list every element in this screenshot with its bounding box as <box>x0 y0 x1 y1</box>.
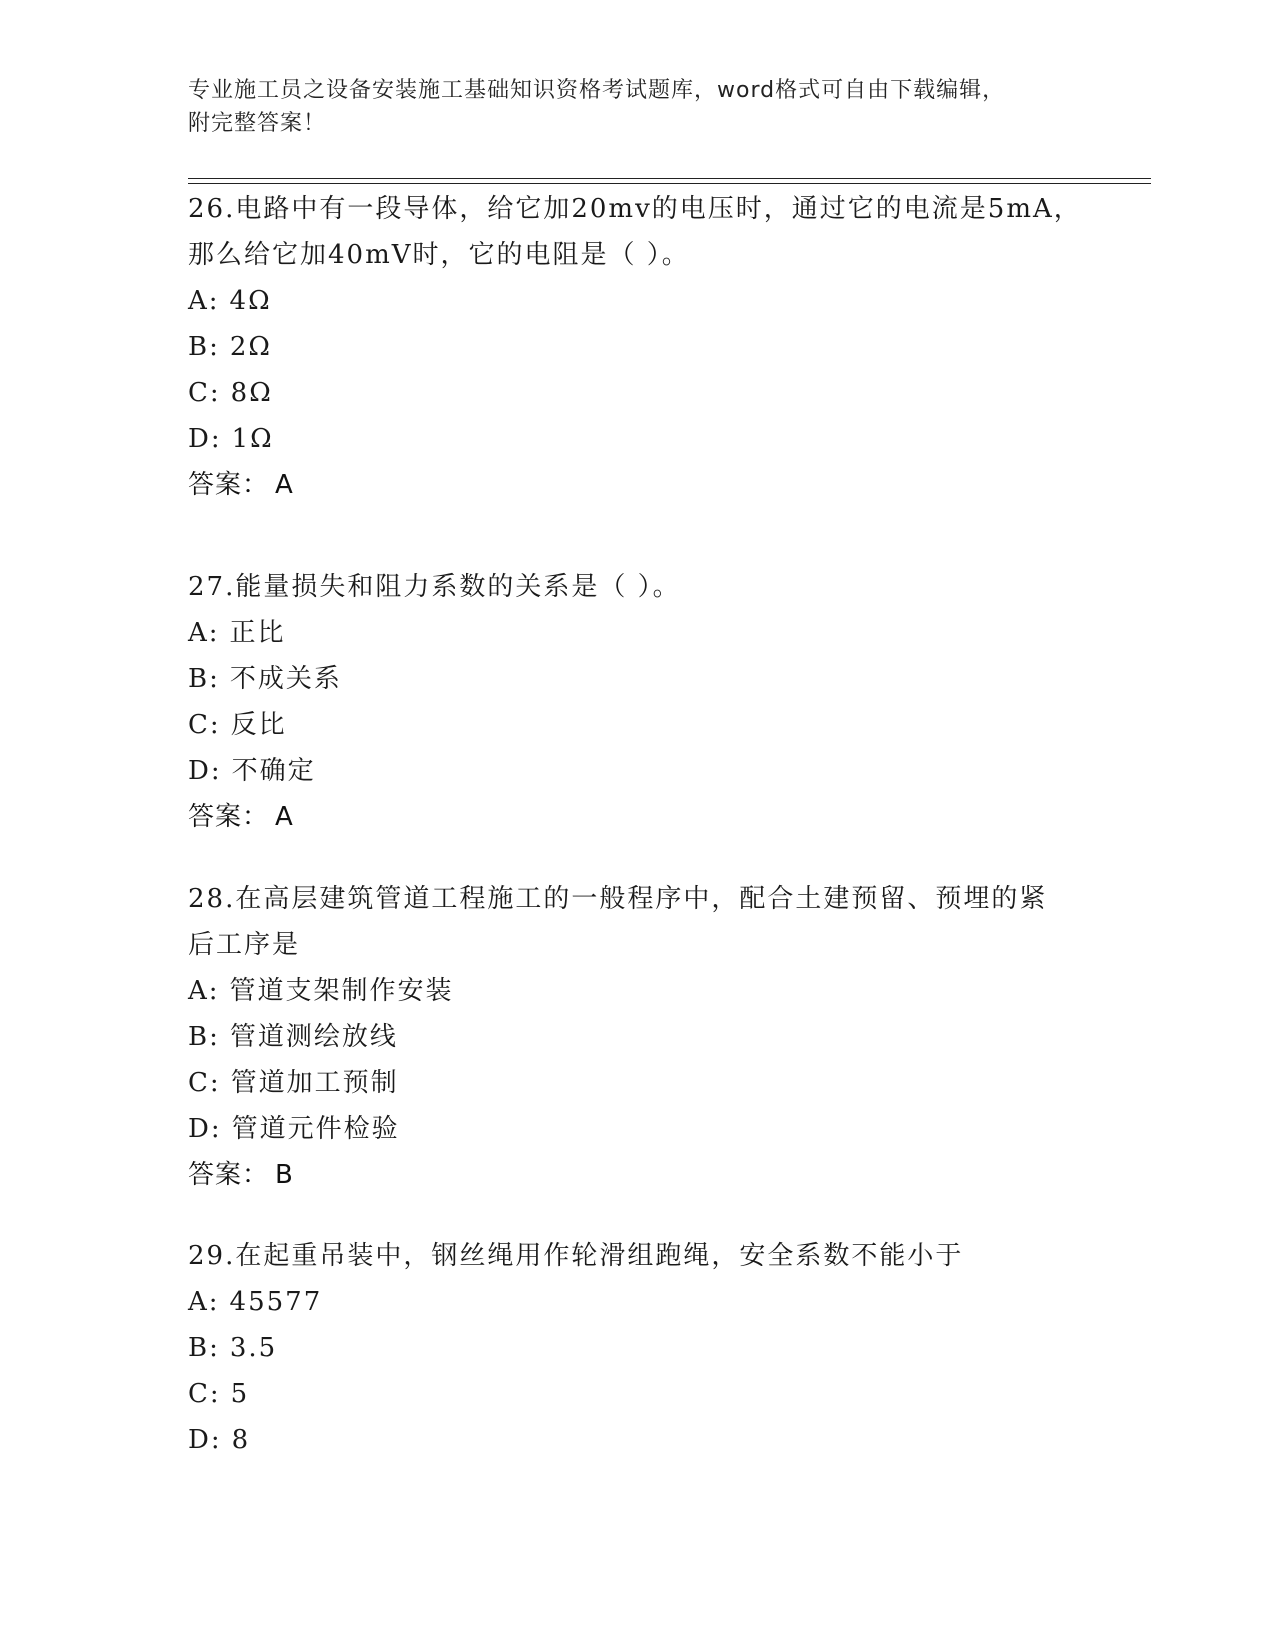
option-text: 管道测绘放线 <box>229 1022 398 1052</box>
option-a <box>188 278 1088 324</box>
option-letter: D: <box>188 756 222 786</box>
answer-line <box>188 462 1088 508</box>
option-letter: B: <box>188 1022 220 1052</box>
option-b <box>188 1325 1088 1371</box>
option-letter: C: <box>188 378 221 408</box>
question-stem-line: 后工序是 <box>188 930 301 960</box>
option-letter: D: <box>188 424 222 454</box>
option-b <box>188 324 1088 370</box>
question-29 <box>188 1233 1088 1463</box>
question-26 <box>188 186 1088 508</box>
question-stem-line: 那么给它加40mV时，它的电阻是（ ）。 <box>188 240 690 270</box>
option-letter: B: <box>188 664 220 694</box>
option-text: 正比 <box>229 618 286 648</box>
question-stem-line: 28.在高层建筑管道工程施工的一般程序中，配合土建预留、预埋的紧 <box>188 884 1048 914</box>
option-letter: C: <box>188 1068 221 1098</box>
option-text: 45577 <box>229 1287 323 1317</box>
option-a <box>188 1279 1088 1325</box>
answer-line <box>188 794 1088 840</box>
header-line-1: 专业施工员之设备安装施工基础知识资格考试题库，word格式可自由下载编辑， <box>188 78 1006 103</box>
option-letter: D: <box>188 1114 222 1144</box>
question-27 <box>188 564 1088 840</box>
option-text: 3.5 <box>229 1333 278 1363</box>
answer-label: 答案： <box>188 1160 270 1190</box>
option-text: 2Ω <box>229 332 272 362</box>
question-stem-line: 27.能量损失和阻力系数的关系是（ ）。 <box>188 572 681 602</box>
option-a <box>188 968 1088 1014</box>
option-d <box>188 1417 1088 1463</box>
answer-value: B <box>275 1160 294 1190</box>
option-letter: C: <box>188 710 221 740</box>
answer-value: A <box>275 470 294 500</box>
answer-label: 答案： <box>188 470 270 500</box>
option-letter: C: <box>188 1379 221 1409</box>
option-c <box>188 370 1088 416</box>
option-d <box>188 416 1088 462</box>
option-letter: A: <box>188 1287 220 1317</box>
option-text: 管道支架制作安装 <box>229 976 454 1006</box>
option-text: 不确定 <box>231 756 316 786</box>
option-c <box>188 1371 1088 1417</box>
option-letter: D: <box>188 1425 222 1455</box>
option-text: 8Ω <box>230 378 273 408</box>
option-c <box>188 702 1088 748</box>
option-d <box>188 748 1088 794</box>
document-header <box>188 74 1068 140</box>
option-text: 4Ω <box>229 286 272 316</box>
question-stem-line: 26.电路中有一段导体，给它加20mv的电压时，通过它的电流是5mA， <box>188 194 1082 224</box>
option-text: 反比 <box>230 710 287 740</box>
option-text: 5 <box>230 1379 250 1409</box>
option-d <box>188 1106 1088 1152</box>
option-c <box>188 1060 1088 1106</box>
option-letter: A: <box>188 618 220 648</box>
option-text: 不成关系 <box>229 664 342 694</box>
answer-label: 答案： <box>188 802 270 832</box>
option-letter: B: <box>188 332 220 362</box>
option-a <box>188 610 1088 656</box>
question-28 <box>188 876 1088 1198</box>
option-text: 管道元件检验 <box>231 1114 400 1144</box>
header-line-2: 附完整答案！ <box>188 111 327 136</box>
answer-line <box>188 1152 1088 1198</box>
option-letter: B: <box>188 1333 220 1363</box>
option-text: 管道加工预制 <box>230 1068 399 1098</box>
option-text: 1Ω <box>231 424 274 454</box>
option-letter: A: <box>188 976 220 1006</box>
question-stem-line: 29.在起重吊装中，钢丝绳用作轮滑组跑绳，安全系数不能小于 <box>188 1241 964 1271</box>
option-text: 8 <box>231 1425 251 1455</box>
option-b <box>188 1014 1088 1060</box>
option-letter: A: <box>188 286 220 316</box>
header-divider-bottom <box>188 183 1151 184</box>
option-b <box>188 656 1088 702</box>
answer-value: A <box>275 802 294 832</box>
header-divider-top <box>188 178 1151 179</box>
